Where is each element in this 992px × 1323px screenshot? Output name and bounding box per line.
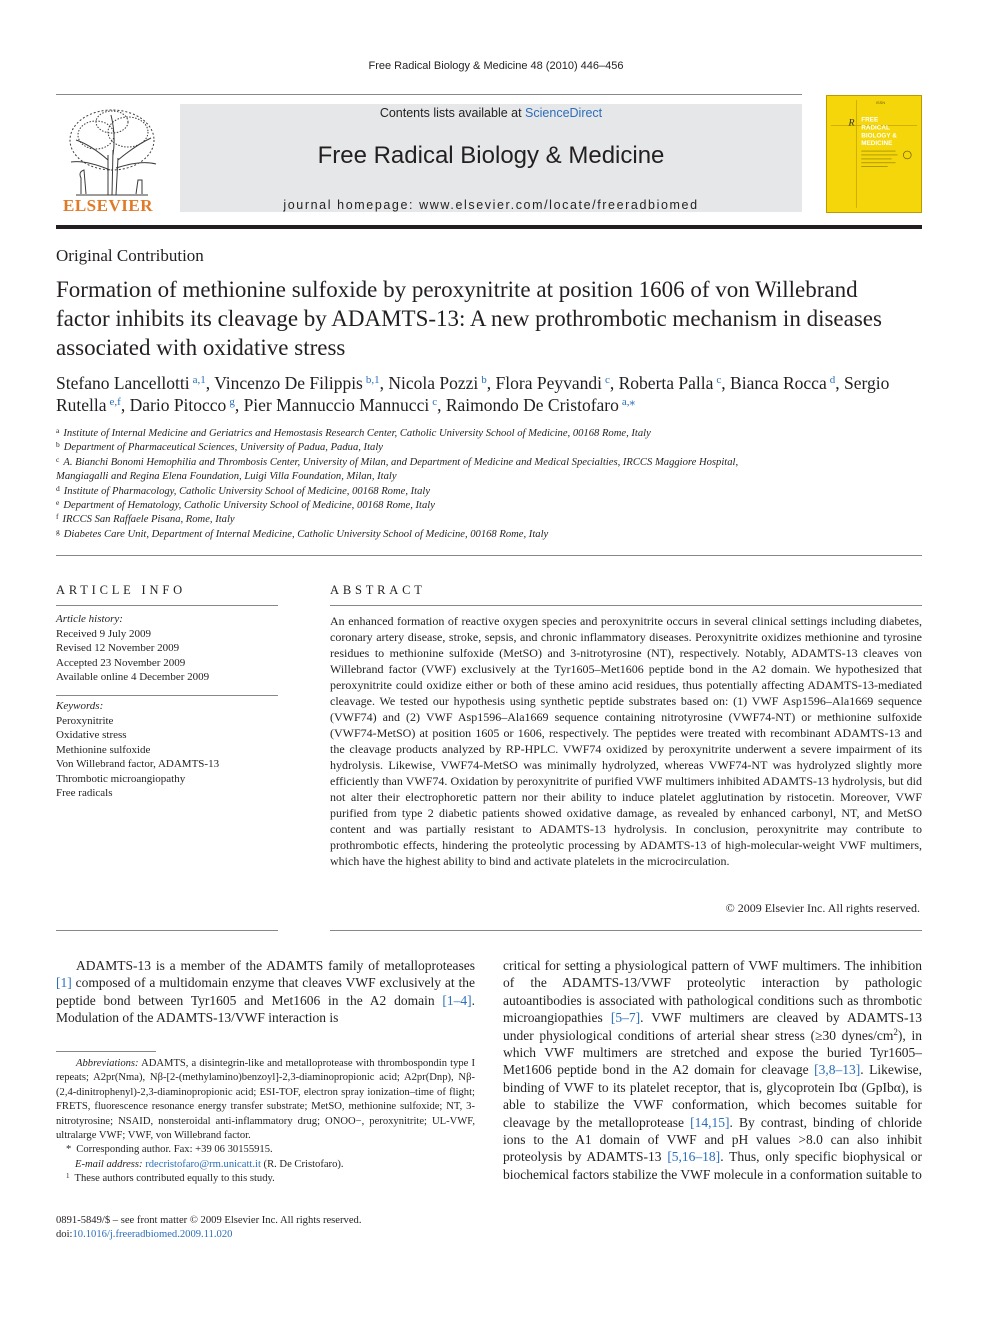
affiliation-text: Institute of Pharmacology, Catholic University School of Medicine, 00168 Rome, Italy [63,485,431,497]
history-label: Article history: [56,613,123,625]
equal-contribution-footnote [56,1172,475,1186]
author [244,395,446,415]
header-divider [56,225,922,229]
cover-title-line-3: BIOLOGY & [861,132,897,140]
affiliation-list [56,427,922,542]
author-name: Stefano Lancellotti [56,373,190,393]
affiliation [56,485,922,499]
affiliation-text: Institute of Internal Medicine and Geriatrics and Hemostasis Research Center, Catholic University School of Medicine, 00168 Rome, Italy [63,428,651,439]
journal-cover-thumbnail [826,95,922,213]
author-affiliation-mark[interactable]: b,1 [365,374,380,386]
body-text: . Likewise, binding of VWF to its platelet receptor, that is, glycoprotein Ibα (GpIbα), is able to stabilize the VWF conformation, which becomes suitable for cleavage by the metalloprotease [503,1062,922,1130]
abstract-rule [330,605,922,606]
author [130,395,244,415]
contents-line [180,106,802,120]
abstract-heading: ABSTRACT [330,583,426,597]
superscript: 2 [893,1026,898,1037]
author-separator: , [205,373,215,393]
author-separator: , [120,395,130,415]
author [214,373,388,393]
author-name: Vincenzo De Filippis [214,373,363,393]
footnotes [56,1057,475,1187]
copyright: © 2009 Elsevier Inc. All rights reserved. [725,901,920,915]
author-separator: , [437,395,446,415]
author-affiliation-mark[interactable]: a,⁎ [621,396,636,408]
journal-homepage[interactable]: journal homepage: www.elsevier.com/locate/freeradbiomed [283,198,699,212]
affiliation-key: a [56,426,60,435]
affiliation [56,499,922,513]
author-list [56,372,926,416]
body-text: ADAMTS-13 is a member of the ADAMTS family of metalloproteases [76,958,475,973]
doi-label: doi: [56,1229,73,1241]
abstract-bottom-rule [330,930,922,931]
author-affiliation-mark[interactable]: c [432,396,438,408]
corresponding-footnote [56,1143,475,1157]
keyword-item: Free radicals [56,787,113,799]
affiliation [56,470,922,484]
author-name: Sergio Rutella [56,373,890,415]
article-info-rule [56,605,278,606]
author-separator: , [721,373,731,393]
affiliation [56,427,922,441]
author-affiliation-mark[interactable]: e,f [109,396,121,408]
affiliation-key: b [56,440,60,450]
issn-footer [56,1214,475,1243]
abbreviations-label: Abbreviations: [76,1058,139,1069]
email-label: E-mail address: [75,1158,143,1170]
cover-title-line-1: FREE [861,116,879,124]
affiliation-divider [56,555,922,556]
citation-link[interactable]: [1] [56,975,72,991]
body-column-left [56,957,475,1027]
author-name: Nicola Pozzi [388,373,479,393]
citation-link[interactable]: [14,15] [690,1114,730,1130]
author-affiliation-mark[interactable]: g [229,396,235,408]
history-item: Received 9 July 2009 [56,627,152,640]
author [619,373,730,393]
body-text: . VWF multimers are cleaved by ADAMTS-13 under physiological conditions of arterial shear stress (≥30 dynes/cm [503,1010,922,1043]
author-separator: , [835,373,844,393]
keywords-label: Keywords: [56,700,104,712]
body-text: critical for setting a physiological pattern of VWF multimers. The inhibition of the ADAMTS-13/VWF proteolytic interaction by pathologic autoantibodies is associated with pathological conditions such as thrombotic microangiopathies [503,958,922,1026]
article-type: Original Contribution [56,246,204,265]
history-list [56,627,278,685]
author-affiliation-mark[interactable]: a,1 [192,374,206,386]
keywords-rule [56,695,278,696]
affiliation-key: g [56,526,60,536]
keyword-item: Oxidative stress [56,729,127,741]
history-item: Revised 12 November 2009 [56,642,180,654]
article-history [56,612,278,685]
author-affiliation-mark[interactable]: b [481,374,487,386]
email-link[interactable]: rdecristofaro@rm.unicatt.it [145,1158,261,1170]
corresponding-text: Corresponding author. Fax: +39 06 30155915. [76,1144,273,1156]
author [56,373,214,393]
article-title: Formation of methionine sulfoxide by peroxynitrite at position 1606 of von Willebrand factor inhibits its cleavage by ADAMTS-13: A new prothrombotic mechanism in diseases associated with oxidative stress [56,277,882,360]
abbreviations-text: ADAMTS, a disintegrin-like and metalloprotease with thrombospondin type I repeats; A2pr(Nma), Nβ-[2-(methylamino)benzoyl]-2,3-diaminopropionic acid; A2pr(Dnp), Nβ-(2,4-dinitrophenyl)-2,3-diaminopropionic acid; ESI-TOF, electron spray ionization–time of flight; FRETS, fluorescence resonance energy transfer substrate; MetSO, methionine sulfoxide; NT, 3-nitrotyrosine; NSAID, nonsteroidal anti-inflammatory drug; ONOO−, peroxynitrite; UL-VWF, ultralarge VWF; VWF, von Willebrand factor. [56,1058,475,1142]
body-text: composed of a multidomain enzyme that cleaves VWF exclusively at the peptide bond between Tyr1605 and Met1606 in the A2 domain [56,975,475,1008]
author-separator: , [486,373,496,393]
affiliation [56,528,922,542]
abstract-text: An enhanced formation of reactive oxygen species and peroxynitrite occurs in several clinical settings including diabetes, coronary artery disease, stroke, sepsis, and chronic inflammatory diseases. Peroxynitrite oxidizes methionine and tyrosine residues to methionine sulfoxide (MetSO) and 3-nitrotyrosine (NT), respectively. Notably, ADAMTS-13 cleaves von Willebrand factor (VWF) exclusively at the Tyr1605–Met1606 peptide bond in the A2 domain. We hypothesized that peroxynitrite could oxidize either or both of these amino acid residues, thus potentially affecting ADAMTS-13-mediated cleavage. We tested our hypothesis using synthetic peptide substrates based on: (1) VWF Asp1596–Ala1669 sequence (VWF74) and (2) VWF Asp1596–Ala1669 sequence containing nitrotyrosine (VWF74-NT) or methionine sulfoxide (VWF74-MetSO) at position 1605 or 1606, respectively. The peptides were treated with recombinant ADAMTS-13 and the cleavage products analyzed by RP-HPLC. VWF74 oxidized by peroxynitrite underwent a severe impairment of its hydrolysis. Likewise, VWF74-MetSO was minimally hydrolyzed, whereas VWF74-NT was hydrolyzed slightly more efficiently than VWF74. Oxidation by peroxynitrite of purified VWF multimers inhibited ADAMTS-13 hydrolysis, but did not alter their electrophoretic pattern nor their ability to induce platelet agglutination by ristocetin. Moreover, VWF purified from type 2 diabetic patients showed oxidative damage, as revealed by enhanced carbonyl, NT, and MetSO content and was partially resistant to ADAMTS-13 hydrolysis. In conclusion, peroxynitrite may contribute to prothrombotic effects, hindering the proteolytic processing by ADAMTS-13 of high-molecular-weight VWF multimers, which have the highest ability to bind and activate platelets in the microcirculation. [330,614,922,868]
abbreviations-footnote [56,1057,475,1143]
keyword-item: Thrombotic microangiopathy [56,772,186,785]
affiliation [56,513,922,527]
author-separator: , [609,373,619,393]
author [730,373,844,393]
affiliation-text: Department of Hematology, Catholic University School of Medicine, 00168 Rome, Italy [63,500,435,512]
equal-text: These authors contributed equally to this study. [74,1173,275,1185]
elsevier-wordmark: ELSEVIER [63,196,153,215]
body-text: . Modulation of the ADAMTS-13/VWF interaction is [56,992,475,1026]
affiliation-text: Diabetes Care Unit, Department of Internal Medicine, Catholic University School of Medicine, 00168 Rome, Italy [63,528,549,540]
citation-link[interactable]: [5–7] [610,1010,641,1026]
citation-link[interactable]: [1–4] [442,992,472,1008]
contents-prefix: Contents lists available at [379,106,526,120]
history-item: Accepted 23 November 2009 [56,656,186,669]
affiliation [56,456,922,470]
article-info-heading: ARTICLE INFO [56,583,186,597]
author-separator: , [379,373,389,393]
keyword-item: Peroxynitrite [56,714,114,727]
header-rule [56,94,802,95]
affiliation-key: c [56,454,60,464]
history-item: Available online 4 December 2009 [56,671,210,683]
issn-line: 0891-5849/$ – see front matter © 2009 Elsevier Inc. All rights reserved. [56,1215,362,1226]
doi-link[interactable]: 10.1016/j.freeradbiomed.2009.11.020 [72,1229,233,1241]
affiliation-text: Department of Pharmaceutical Sciences, University of Padua, Padua, Italy [63,442,383,454]
doi-line [56,1228,475,1242]
author [388,373,495,393]
author-name: Roberta Palla [618,373,714,393]
author-affiliation-mark[interactable]: c [604,374,610,386]
svg-text:R: R [848,117,855,129]
corresponding-mark: * [66,1144,72,1156]
author-name: Dario Pitocco [129,395,227,415]
affiliation-text: A. Bianchi Bonomi Hemophilia and Thrombosis Center, University of Milan, and Department of Medicine and Medical Specialties, IRCCS Maggiore Hospital, [63,456,739,468]
citation-link[interactable]: [5,16–18] [667,1149,721,1165]
keywords [56,699,278,801]
author-name: Pier Mannuccio Mannucci [243,395,430,415]
author-affiliation-mark[interactable]: d [829,374,836,386]
keyword-item: Von Willebrand factor, ADAMTS-13 [56,758,220,770]
affiliation-key: d [56,483,60,493]
footnote-rule [56,1051,156,1052]
author-name: Flora Peyvandi [495,373,602,393]
author-separator: , [234,395,244,415]
journal-reference: Free Radical Biology & Medicine 48 (2010) 446–456 [368,60,624,72]
article-info-bottom-rule [56,930,278,931]
citation-link[interactable]: [3,8–13] [814,1062,861,1078]
author [496,373,619,393]
affiliation-key: e [56,498,60,508]
affiliation-text: IRCCS San Raffaele Pisana, Rome, Italy [62,514,235,526]
email-footnote [56,1158,475,1172]
author-name: Raimondo De Cristofaro [445,395,619,415]
body-text: . By contrast, binding of chloride ions to the A1 domain of VWF and pH values >8.0 can also inhibit proteolysis by ADAMTS-13 [503,1114,922,1165]
svg-text:ISSN: ISSN [875,100,886,106]
affiliation-text: Mangiagalli and Regina Elena Foundation, Luigi Villa Foundation, Milan, Italy [56,471,397,483]
sciencedirect-link[interactable]: ScienceDirect [525,106,603,120]
keyword-item: Methionine sulfoxide [56,743,151,756]
email-suffix: (R. De Cristofaro). [260,1158,344,1170]
keyword-list [56,714,278,801]
affiliation-key: f [56,512,59,522]
author-affiliation-mark[interactable]: c [716,374,722,386]
body-text: ), in which VWF multimers are stretched and expose the buried Tyr1605–Met1606 peptide bond in the A2 domain for cleavage [503,1027,922,1078]
cover-title-line-4: MEDICINE [861,140,893,148]
body-column-right [503,957,922,1183]
body-text: . Thus, only specific biophysical or biochemical factors stabilize the VWF molecule in a conformation suitable to [503,1149,922,1182]
journal-title: Free Radical Biology & Medicine [317,142,665,169]
author [446,395,635,415]
equal-mark: 1 [66,1172,70,1181]
author-name: Bianca Rocca [730,373,827,393]
affiliation [56,441,922,455]
cover-title-line-2: RADICAL [861,124,890,132]
